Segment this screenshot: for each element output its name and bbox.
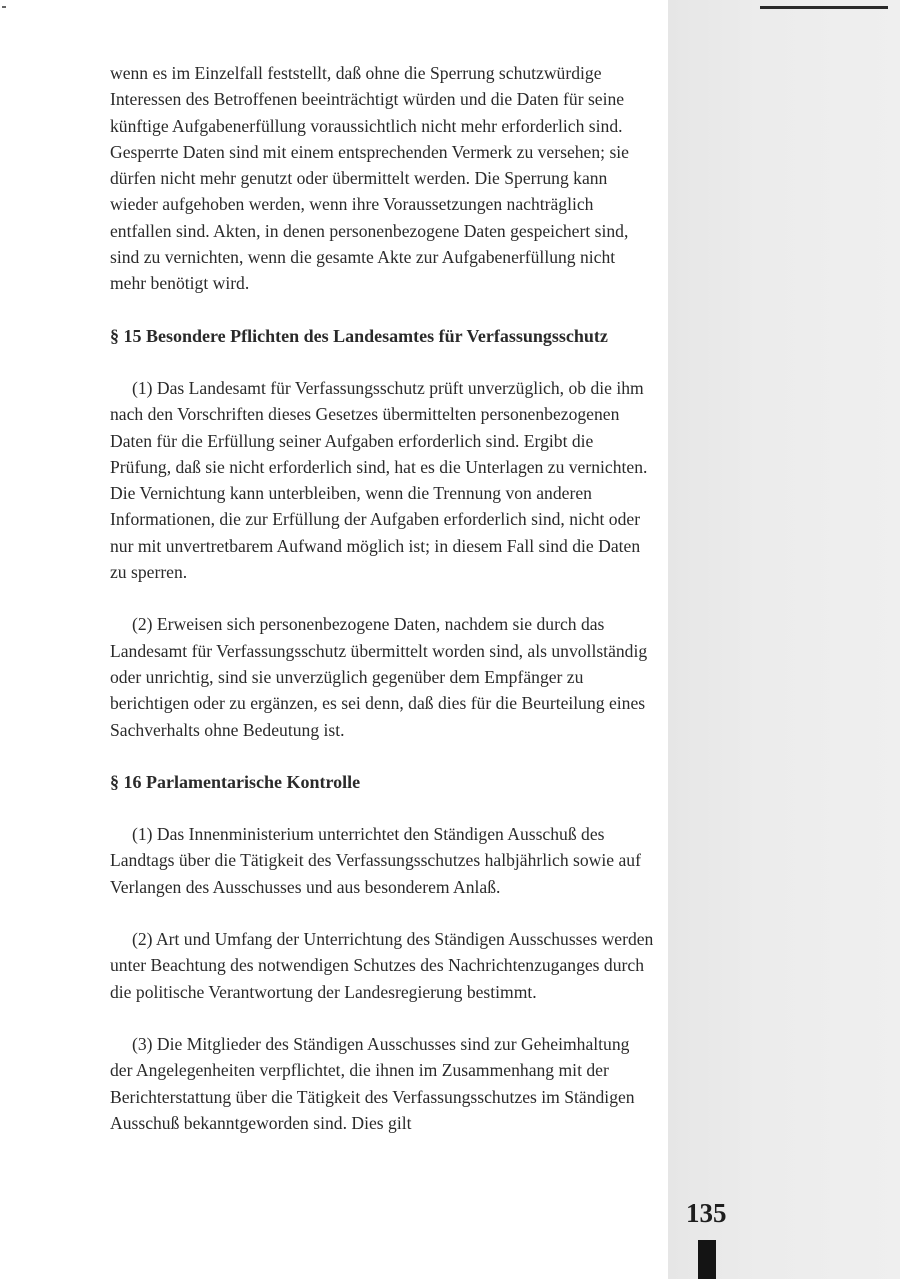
thumb-index-tab <box>698 1240 716 1279</box>
paragraph-16-1: (1) Das Innenministerium unterrichtet den Ständigen Ausschuß des Landtags über die Tätigkeit des Verfassungsschutzes halbjährlich sowie auf Verlangen des Ausschusses und aus besonderem Anlaß. <box>110 824 641 897</box>
document-body <box>110 60 655 1136</box>
strip-top-line <box>760 6 888 9</box>
paragraph-16-2: (2) Art und Umfang der Unterrichtung des Ständigen Ausschusses werden unter Beachtung des notwendigen Schutzes des Nachrichtenzuganges durch die politische Verantwortung der Landesregierung bestimmt. <box>110 929 654 1002</box>
page-edge-mark <box>2 6 6 8</box>
paragraph-15-2: (2) Erweisen sich personenbezogene Daten, nachdem sie durch das Landesamt für Verfassungsschutz übermittelt worden sind, als unvollständig oder unrichtig, sind sie unverzüglich gegenüber dem Empfänger zu berichtigen oder zu ergänzen, es sei denn, daß dies für die Beurteilung eines Sachverhalts ohne Bedeutung ist. <box>110 614 648 740</box>
paragraph-16-3: (3) Die Mitglieder des Ständigen Ausschusses sind zur Geheimhaltung der Angelegenheiten verpflichtet, die ihnen im Zusammenhang mit der Berichterstattung über die Tätigkeit des Verfassungsschutzes im Ständigen Ausschuß bekanntgeworden sind. Dies gilt <box>110 1033 635 1133</box>
side-margin-strip <box>668 0 900 1279</box>
paragraph-15-1: (1) Das Landesamt für Verfassungsschutz prüft unverzüglich, ob die ihm nach den Vorschriften dieses Gesetzes übermittelten personenbezogenen Daten für die Erfüllung seiner Aufgaben erforderlich sind. Ergibt die Prüfung, daß sie nicht erforderlich sind, hat es die Unterlagen zu vernichten. Die Vernichtung kann unterbleiben, wenn die Trennung von anderen Informationen, die zur Erfüllung der Aufgaben erforderlich sind, nicht oder nur mit unvertretbarem Aufwand möglich ist; in diesem Fall sind die Daten zu sperren. <box>110 377 648 583</box>
paragraph-continuation: wenn es im Einzelfall feststellt, daß ohne die Sperrung schutzwürdige Interessen des Betroffenen beeinträchtigt würden und die Daten für seine künftige Aufgabenerfüllung voraussichtlich nicht mehr erforderlich sind. Gesperrte Daten sind mit einem entsprechenden Vermerk zu versehen; sie dürfen nicht mehr genutzt oder übermittelt werden. Die Sperrung kann wieder aufgehoben werden, wenn ihre Voraussetzungen nachträglich entfallen sind. Akten, in denen personenbezogene Daten gespeichert sind, sind zu vernichten, wenn die gesamte Akte zur Aufgabenerfüllung nicht mehr benötigt wird. <box>110 63 629 294</box>
page-number: 135 <box>686 1198 727 1228</box>
section-heading-16: § 16 Parlamentarische Kontrolle <box>110 771 361 792</box>
section-heading-15: § 15 Besondere Pflichten des Landesamtes für Verfassungsschutz <box>110 325 608 346</box>
